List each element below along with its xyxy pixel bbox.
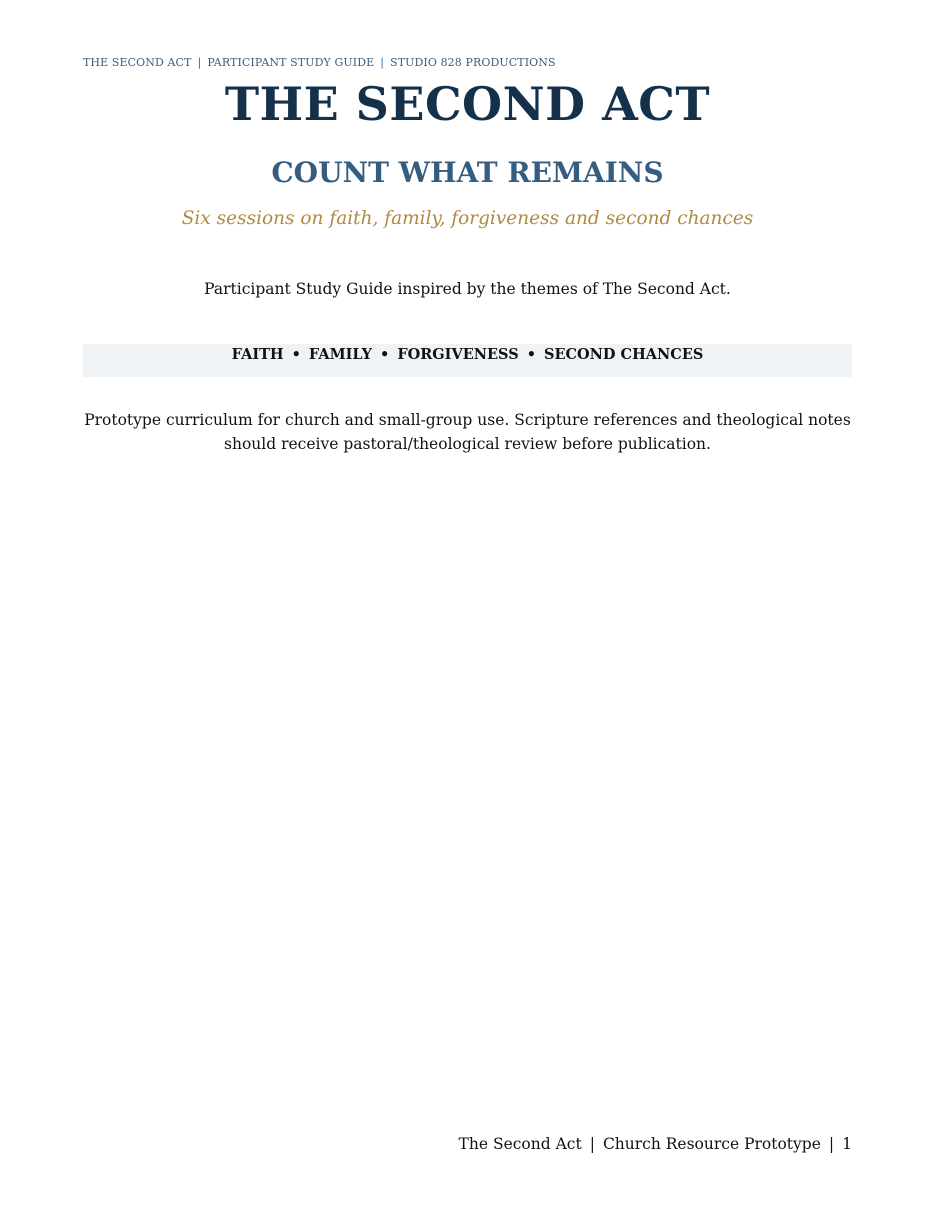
document-title: THE SECOND ACT <box>224 77 711 131</box>
header-item-studio: STUDIO 828 PRODUCTIONS <box>390 56 556 69</box>
theme-separator: • <box>291 346 301 363</box>
header-separator: | <box>380 56 385 69</box>
themes-list <box>83 344 852 366</box>
header-item-guide: PARTICIPANT STUDY GUIDE <box>207 56 375 69</box>
header-item-title: THE SECOND ACT <box>83 56 192 69</box>
review-note: Prototype curriculum for church and small-group use. Scripture references and theological notes should receive pastoral/theological review before publication. <box>84 411 851 453</box>
running-header <box>83 56 556 69</box>
document-tagline: Six sessions on faith, family, forgiveness and second chances <box>181 208 754 229</box>
theme-faith: FAITH <box>231 346 284 363</box>
theme-separator: • <box>380 346 390 363</box>
footer-resource-label: Church Resource Prototype <box>602 1135 821 1153</box>
page-number: 1 <box>842 1135 852 1153</box>
theme-separator: • <box>526 346 536 363</box>
intro-text: Participant Study Guide inspired by the themes of The Second Act. <box>204 280 731 298</box>
document-subtitle: COUNT WHAT REMAINS <box>271 156 664 189</box>
themes-band <box>83 344 852 377</box>
theme-family: FAMILY <box>308 346 373 363</box>
theme-second-chances: SECOND CHANCES <box>543 346 704 363</box>
footer-doc-title: The Second Act <box>458 1135 582 1153</box>
page-footer <box>459 1133 852 1155</box>
header-separator: | <box>197 56 202 69</box>
footer-separator: | <box>828 1135 835 1153</box>
theme-forgiveness: FORGIVENESS <box>397 346 519 363</box>
footer-separator: | <box>589 1135 595 1153</box>
